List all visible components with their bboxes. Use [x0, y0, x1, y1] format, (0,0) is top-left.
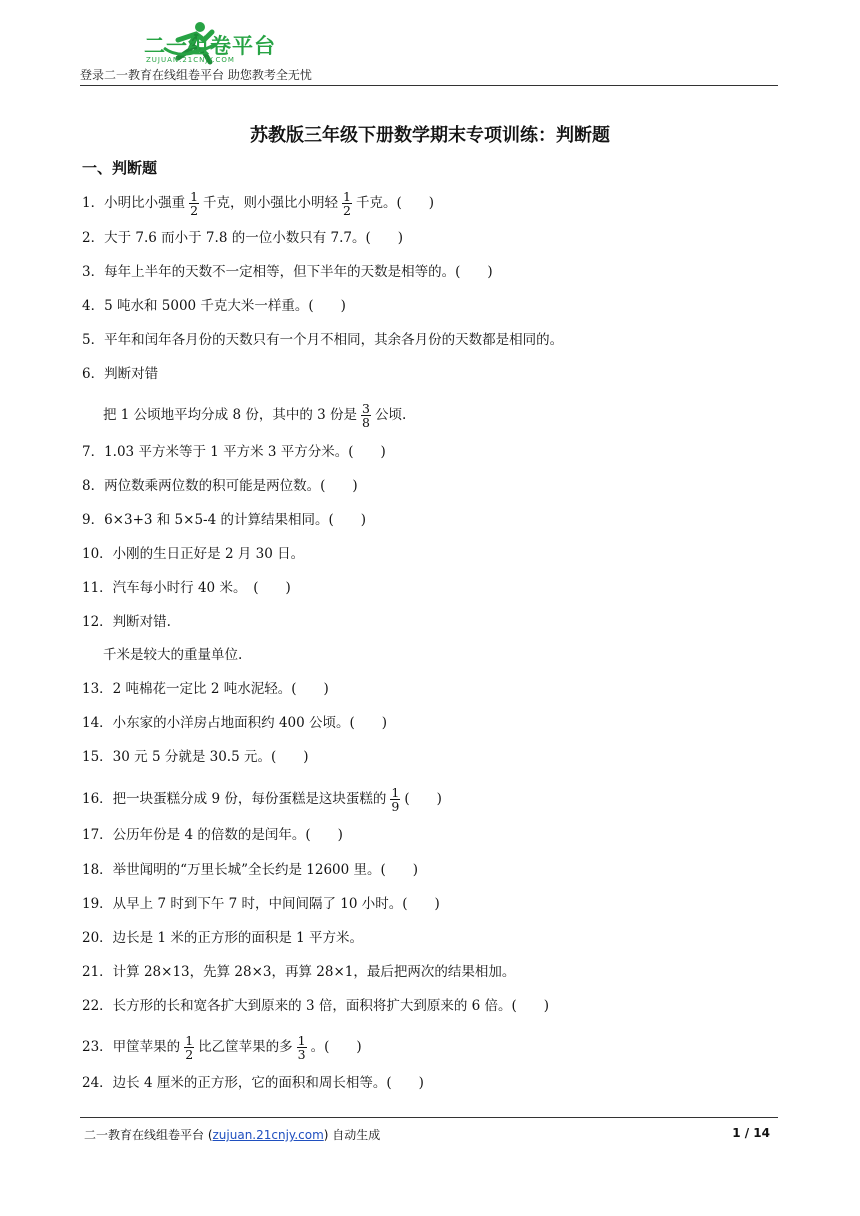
- footer-divider: [80, 1117, 778, 1118]
- question-6: 6．判断对错: [82, 366, 159, 382]
- question-12: 12．判断对错.: [82, 614, 171, 630]
- fraction: $\frac{1}{2}$: [190, 189, 199, 218]
- question-22: 22．长方形的长和宽各扩大到原来的 3 倍，面积将扩大到原来的 6 倍。( ): [82, 998, 550, 1014]
- question-7: 7．1.03 平方米等于 1 平方米 3 平方分米。( ): [82, 444, 386, 460]
- question-17: 17．公历年份是 4 的倍数的是闰年。( ): [82, 827, 343, 843]
- question-21: 21．计算 28×13，先算 28×3，再算 28×1，最后把两次的结果相加。: [82, 964, 516, 980]
- header-divider: [80, 85, 778, 86]
- question-1: 1．小明比小强重 $\frac{1}{2}$ 千克，则小强比小明轻 $\frac{1}{2}$ 千克。( ): [82, 189, 435, 218]
- question-24: 24．边长 4 厘米的正方形，它的面积和周长相等。( ): [82, 1075, 424, 1091]
- question-11: 11．汽车每小时行 40 米。 ( ): [82, 580, 291, 596]
- question-6-statement: 把 1 公顷地平均分成 8 份，其中的 3 份是 $\frac{3}{8}$ 公顷.: [103, 401, 407, 430]
- question-9: 9．6×3+3 和 5×5-4 的计算结果相同。( ): [82, 512, 367, 528]
- fraction: $\frac{1}{2}$: [343, 189, 351, 218]
- question-15: 15．30 元 5 分就是 30.5 元。( ): [82, 749, 309, 765]
- footer-source: 二一教育在线组卷平台 (zujuan.21cnjy.com) 自动生成: [84, 1128, 381, 1142]
- section-heading: 一、判断题: [82, 159, 158, 177]
- page-header: [80, 18, 778, 86]
- question-8: 8．两位数乘两位数的积可能是两位数。( ): [82, 478, 358, 494]
- question-2: 2．大于 7.6 而小于 7.8 的一位小数只有 7.7。( ): [82, 230, 403, 246]
- brand-subtitle: ZUJUAN.21CNJY.COM: [146, 56, 235, 64]
- footer-link[interactable]: zujuan.21cnjy.com: [212, 1128, 324, 1142]
- question-16: 16．把一块蛋糕分成 9 份，每份蛋糕是这块蛋糕的 $\frac{1}{9}$ ( ): [82, 785, 442, 814]
- brand-name: 二一组卷平台: [144, 34, 276, 58]
- page-title: 苏教版三年级下册数学期末专项训练：判断题: [250, 125, 610, 146]
- question-20: 20．边长是 1 米的正方形的面积是 1 平方米。: [82, 930, 364, 946]
- question-5: 5．平年和闰年各月份的天数只有一个月不相同，其余各月份的天数都是相同的。: [82, 332, 564, 348]
- fraction: $\frac{3}{8}$: [362, 401, 370, 430]
- fraction: $\frac{1}{9}$: [391, 785, 400, 814]
- page-number: 1 / 14: [732, 1126, 770, 1140]
- header-tagline: 登录二一教育在线组卷平台 助您教考全无忧: [80, 68, 312, 82]
- question-18: 18．举世闻明的“万里长城”全长约是 12600 里。( ): [82, 862, 419, 878]
- fraction: $\frac{1}{3}$: [297, 1033, 306, 1062]
- question-13: 13．2 吨棉花一定比 2 吨水泥轻。( ): [82, 681, 329, 697]
- question-19: 19．从早上 7 时到下午 7 时，中间间隔了 10 小时。( ): [82, 896, 440, 912]
- fraction: $\frac{1}{2}$: [185, 1033, 194, 1062]
- question-14: 14．小东家的小洋房占地面积约 400 公顷。( ): [82, 715, 388, 731]
- question-3: 3．每年上半年的天数不一定相等，但下半年的天数是相等的。( ): [82, 264, 493, 280]
- question-23: 23．甲筐苹果的 $\frac{1}{2}$ 比乙筐苹果的多 $\frac{1}{3}$ 。( ): [82, 1033, 362, 1062]
- question-10: 10．小刚的生日正好是 2 月 30 日。: [82, 546, 305, 562]
- question-4: 4．5 吨水和 5000 千克大米一样重。( ): [82, 298, 346, 314]
- question-12-statement: 千米是较大的重量单位.: [103, 647, 243, 663]
